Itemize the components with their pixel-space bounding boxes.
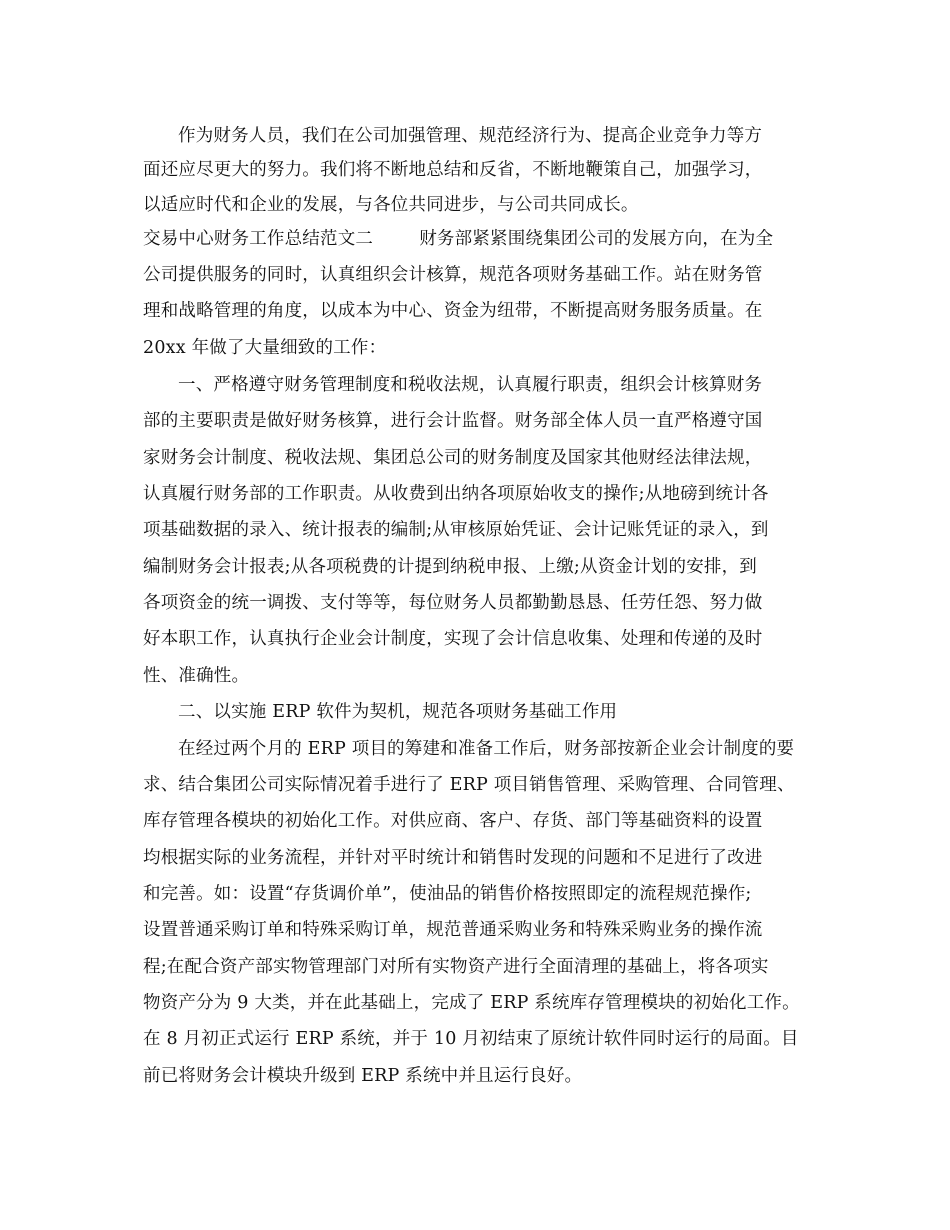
section-2-line: 均根据实际的业务流程，并针对平时统计和销售时发现的问题和不足进行了改进 (143, 848, 763, 868)
paragraph-2-line: 20xx 年做了大量细致的工作： (143, 338, 387, 358)
section-1-line: 编制财务会计报表;从各项税费的计提到纳税申报、上缴;从资金计划的安排，到 (143, 557, 757, 577)
paragraph-2-line: 交易中心财务工作总结范文二 财务部紧紧围绕集团公司的发展方向，在为全 (143, 229, 774, 249)
paragraph-2-line: 理和战略管理的角度，以成本为中心、资金为纽带，不断提高财务服务质量。在 (143, 301, 763, 321)
section-2-line: 物资产分为 9 大类，并在此基础上，完成了 ERP 系统库存管理模块的初始化工作。 (143, 993, 800, 1013)
section-2-line: 设置普通采购订单和特殊采购订单，规范普通采购业务和特殊采购业务的操作流 (143, 920, 763, 940)
section-2-line: 库存管理各模块的初始化工作。对供应商、客户、存货、部门等基础资料的设置 (143, 811, 763, 831)
section-1-line: 一、严格遵守财务管理制度和税收法规，认真履行职责，组织会计核算财务 (178, 375, 763, 395)
section-2-line: 在 8 月初正式运行 ERP 系统，并于 10 月初结束了原统计软件同时运行的局面。目 (143, 1029, 799, 1049)
paragraph-1-line: 以适应时代和企业的发展，与各位共同进步，与公司共同成长。 (143, 195, 639, 215)
section-2-line: 前已将财务会计模块升级到 ERP 系统中并且运行良好。 (143, 1066, 583, 1086)
section-2-line: 求、结合集团公司实际情况着手进行了 ERP 项目销售管理、采购管理、合同管理、 (143, 775, 795, 795)
section-1-line: 各项资金的统一调拨、支付等等，每位财务人员都勤勤恳恳、任劳任怨、努力做 (143, 593, 763, 613)
section-2-line: 程;在配合资产部实物管理部门对所有实物资产进行全面清理的基础上，将各项实 (143, 957, 769, 977)
paragraph-1-line: 面还应尽更大的努力。我们将不断地总结和反省，不断地鞭策自己，加强学习， (143, 160, 763, 180)
section-1-line: 项基础数据的录入、统计报表的编制;从审核原始凭证、会计记账凭证的录入，到 (143, 520, 769, 540)
paragraph-1-line: 作为财务人员，我们在公司加强管理、规范经济行为、提高企业竞争力等方 (178, 126, 763, 146)
section-2-line: 在经过两个月的 ERP 项目的筹建和准备工作后，财务部按新企业会计制度的要 (178, 739, 795, 759)
section-1-line: 好本职工作，认真执行企业会计制度，实现了会计信息收集、处理和传递的及时 (143, 629, 763, 649)
section-1-line: 性、准确性。 (143, 666, 250, 686)
section-1-line: 部的主要职责是做好财务核算，进行会计监督。财务部全体人员一直严格遵守国 (143, 411, 763, 431)
section-1-line: 认真履行财务部的工作职责。从收费到出纳各项原始收支的操作;从地磅到统计各 (143, 484, 769, 504)
section-1-line: 家财务会计制度、税收法规、集团总公司的财务制度及国家其他财经法律法规， (143, 448, 763, 468)
paragraph-2-line: 公司提供服务的同时，认真组织会计核算，规范各项财务基础工作。站在财务管 (143, 265, 763, 285)
section-2-heading: 二、以实施 ERP 软件为契机，规范各项财务基础工作用 (178, 702, 618, 722)
section-2-line: 和完善。如：设置“存货调价单”，使油品的销售价格按照即定的流程规范操作; (143, 884, 752, 904)
